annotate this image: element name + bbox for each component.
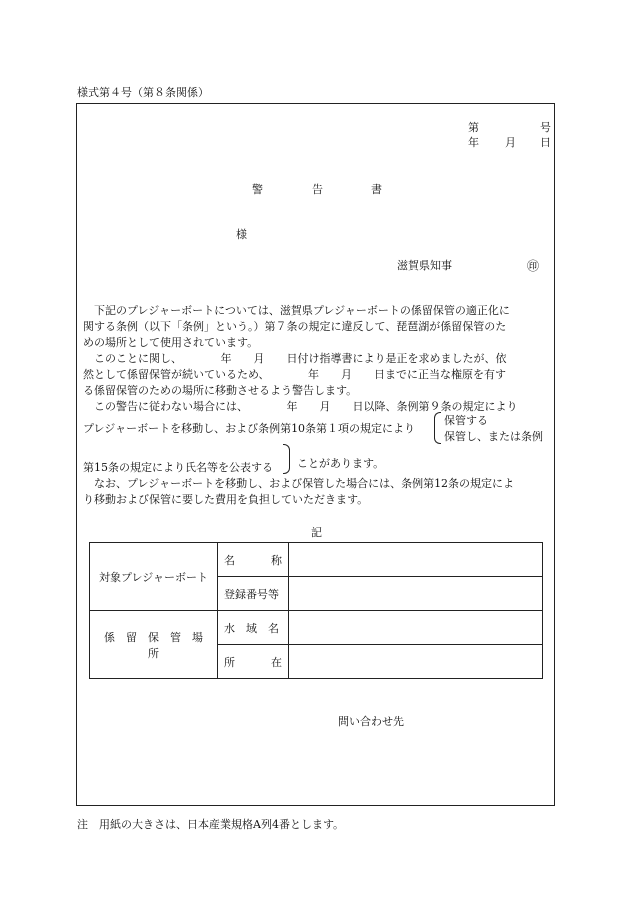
doc-title-char-1: 警 [252, 183, 263, 196]
doc-number-prefix: 第 [468, 121, 479, 134]
body-line: プレジャーボートを移動し、および条例第10条第１項の規定により [83, 422, 416, 435]
water-area-value[interactable] [289, 611, 543, 645]
name-field-label [218, 543, 289, 577]
boat-name-value[interactable] [289, 543, 543, 577]
body-line: る係留保管のための場所に移動させるよう警告します。 [83, 384, 358, 397]
option-store: 保管する [444, 414, 488, 427]
body-line: なお、プレジャーボートを移動し、および保管した場合には、条例第12条の規定によ [83, 477, 515, 490]
table-row [90, 543, 543, 577]
body-line: 然として係留保管が続いているため、 年 月 日までに正当な権原を有す [83, 368, 507, 381]
name-label-b: 称 [271, 553, 282, 567]
date-month-label: 月 [505, 136, 516, 149]
location-field-label [218, 645, 289, 679]
issuer-name: 滋賀県知事 [397, 259, 452, 272]
body-line: この警告に従わない場合には、 年 月 日以降、条例第９条の規定により [83, 400, 518, 413]
body-line: 関する条例（以下「条例」という。）第７条の規定に違反して、琵琶湖が係留保管のた [83, 320, 507, 333]
name-label-a: 名 [224, 553, 235, 567]
form-number-header: 様式第４号（第８条関係） [77, 86, 209, 99]
addressee-suffix: 様 [236, 228, 247, 241]
registration-number-value[interactable] [289, 577, 543, 611]
contact-label: 問い合わせ先 [338, 715, 404, 728]
seal-mark: ㊞ [527, 259, 540, 273]
body-line: 下記のプレジャーボートについては、滋賀県プレジャーボートの係留保管の適正化に [83, 304, 510, 317]
option-store-or-publish: 保管し、または条例 [444, 430, 543, 443]
body-line: り移動および保管に要した費用を負担していただきます。 [83, 493, 369, 506]
body-line: このことに関し、 年 月 日付け指導書により是正を求めましたが、依 [83, 352, 507, 365]
location-value[interactable] [289, 645, 543, 679]
doc-title-char-3: 書 [371, 183, 382, 196]
body-line-tail: ことがあります。 [297, 457, 385, 470]
location-label-a: 所 [224, 655, 235, 669]
boat-info-table [89, 542, 543, 679]
location-label-b: 在 [271, 655, 282, 669]
target-boat-label: 対象プレジャーボート [90, 543, 218, 611]
body-line: 第15条の規定により氏名等を公表する [83, 461, 273, 474]
option-bracket-left [434, 412, 441, 444]
table-row [90, 611, 543, 645]
option-bracket-right [283, 444, 290, 474]
date-day-label: 日 [540, 136, 551, 149]
doc-number-suffix: 号 [540, 121, 551, 134]
registration-number-label: 登録番号等 [218, 577, 289, 611]
mooring-place-label: 係 留 保 管 場 所 [90, 611, 218, 679]
ki-heading: 記 [311, 526, 322, 539]
water-area-label: 水 域 名 [218, 611, 289, 645]
doc-title-char-2: 告 [312, 183, 323, 196]
paper-size-note: 注 用紙の大きさは、日本産業規格A列4番とします。 [77, 818, 345, 831]
body-line: めの場所として使用されています。 [83, 336, 259, 349]
date-year-label: 年 [468, 136, 479, 149]
